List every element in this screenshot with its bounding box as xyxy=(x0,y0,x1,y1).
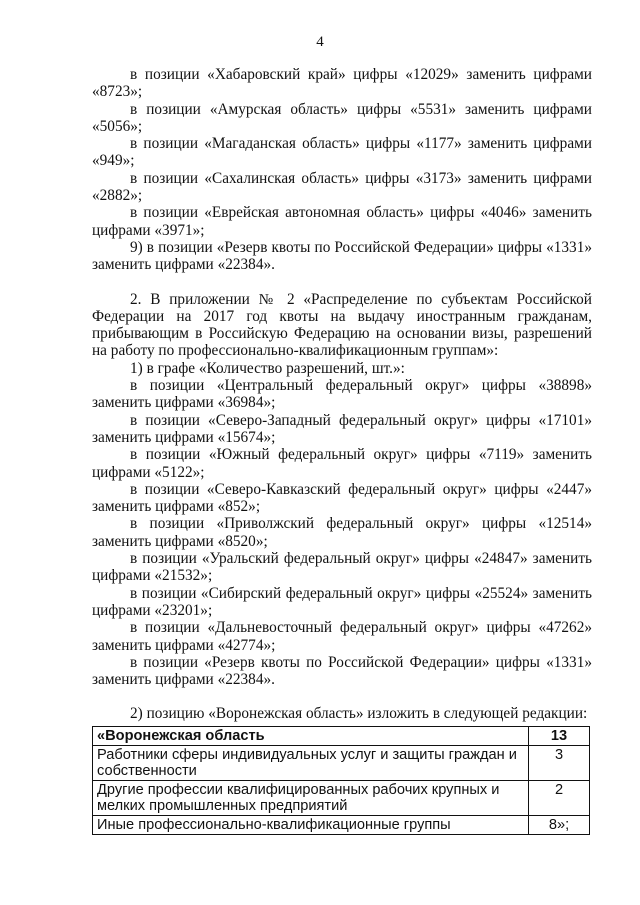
paragraph: в позиции «Еврейская автономная область» цифры «4046» заменить цифрами «3971»; xyxy=(92,204,592,239)
group-value-cell: 3 xyxy=(529,746,590,781)
body-text xyxy=(92,66,592,688)
paragraph: в позиции «Северо-Западный федеральный округ» цифры «17101» заменить цифрами «15674»; xyxy=(92,411,592,446)
group-name-cell: Иные профессионально-квалификационные группы xyxy=(93,816,529,835)
paragraph: в позиции «Северо-Кавказский федеральный округ» цифры «2447» заменить цифрами «852»; xyxy=(92,480,592,516)
paragraph: в позиции «Хабаровский край» цифры «12029» заменить цифрами «8723»; xyxy=(92,66,592,101)
page-number: 4 xyxy=(316,34,324,50)
group-value-cell: 2 xyxy=(529,781,590,816)
table-row xyxy=(93,781,590,816)
paragraph: в позиции «Дальневосточный федеральный округ» цифры «47262» заменить цифрами «42774»; xyxy=(92,619,592,654)
region-name-cell: «Воронежская область xyxy=(93,727,529,746)
paragraph: в позиции «Южный федеральный округ» цифры «7119» заменить цифрами «5122»; xyxy=(92,446,592,481)
paragraph: 2. В приложении № 2 «Распределение по субъектам Российской Федерации на 2017 год квоты на выдачу иностранным гражданам, прибывающим в Российскую Федерацию на основании визы, разрешений на работу по профессионально-квалификационным группам»: xyxy=(92,290,592,360)
paragraph: в позиции «Сахалинская область» цифры «3173» заменить цифрами «2882»; xyxy=(92,169,592,205)
group-name-cell: Другие профессии квалифицированных рабочих крупных и мелких промышленных предприятий xyxy=(93,781,529,816)
group-name-cell: Работники сферы индивидуальных услуг и защиты граждан и собственности xyxy=(93,746,529,781)
distribution-table xyxy=(92,726,590,835)
paragraph: в позиции «Приволжский федеральный округ» цифры «12514» заменить цифрами «8520»; xyxy=(92,515,592,550)
paragraph: в позиции «Сибирский федеральный округ» цифры «25524» заменить цифрами «23201»; xyxy=(92,584,592,619)
paragraph: в позиции «Уральский федеральный округ» цифры «24847» заменить цифрами «21532»; xyxy=(92,550,592,585)
table-intro: 2) позицию «Воронежская область» изложить в следующей редакции: xyxy=(130,705,588,722)
region-total-cell: 13 xyxy=(529,727,590,746)
table-row xyxy=(93,746,590,781)
paragraph: в позиции «Амурская область» цифры «5531» заменить цифрами «5056»; xyxy=(92,100,592,135)
table-header-row xyxy=(93,727,590,746)
paragraph: в позиции «Магаданская область» цифры «1177» заменить цифрами «949»; xyxy=(92,135,592,170)
paragraph: в позиции «Резерв квоты по Российской Федерации» цифры «1331» заменить цифрами «22384». xyxy=(92,653,592,689)
paragraph: 9) в позиции «Резерв квоты по Российской Федерации» цифры «1331» заменить цифрами «22384». xyxy=(92,238,592,274)
paragraph: 1) в графе «Количество разрешений, шт.»: xyxy=(130,359,405,377)
paragraph: в позиции «Центральный федеральный округ» цифры «38898» заменить цифрами «36984»; xyxy=(92,377,592,412)
table-row xyxy=(93,816,590,835)
group-value-cell: 8»; xyxy=(529,816,590,835)
